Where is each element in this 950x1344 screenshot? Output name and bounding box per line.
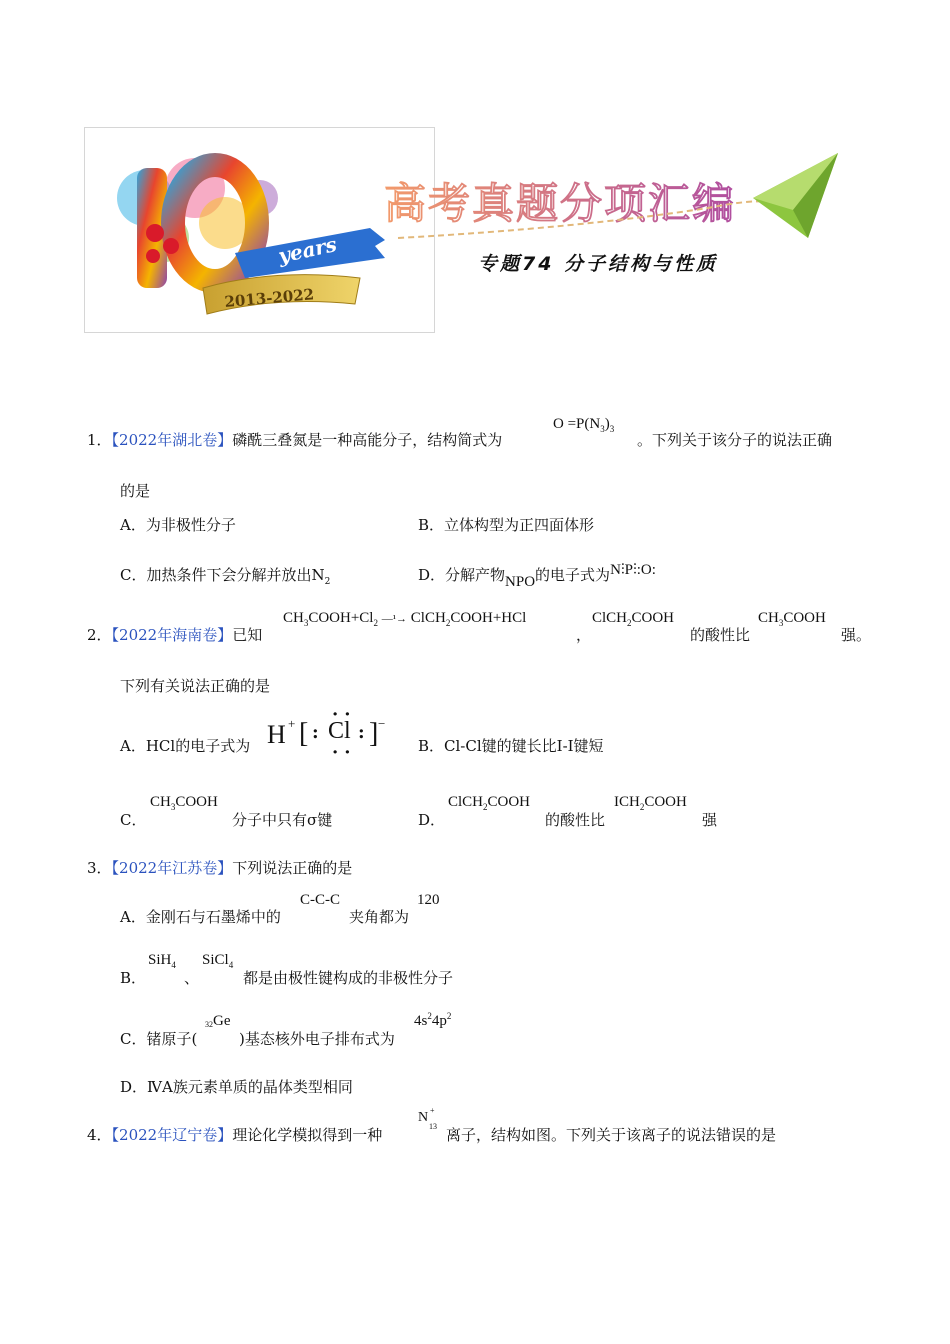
question-1-line-1: [87, 430, 502, 450]
option-a: A．HCl的电子式为: [120, 737, 251, 755]
option-a: A．金刚石与石墨烯中的: [120, 908, 281, 926]
option-a: A．为非极性分子: [120, 516, 236, 534]
question-source: 【2022年江苏卷】: [111, 859, 233, 877]
clch2cooh: ClCH$_2$COOH: [592, 610, 675, 628]
formula-o-p-n3-3: $O =P(N_3)_3$: [553, 416, 615, 434]
reaction-arrow: —¹→: [381, 613, 408, 625]
option-d: D．ⅣA族元素单质的晶体类型相同: [120, 1078, 353, 1096]
hcl-electron-formula: H + [ : Cl : ·· ·· ] −: [267, 704, 386, 763]
question-source: 【2022年海南卷】: [111, 626, 233, 644]
option-b: B．Cl-Cl键的键长比I-I键短: [418, 737, 604, 755]
ch3cooh: $CH_3COOH$: [758, 610, 826, 628]
question-source: 【2022年湖北卷】: [111, 431, 233, 449]
paper-plane-icon: [753, 153, 838, 238]
n13-ion: N + 13: [418, 1106, 437, 1131]
option-b: B．立体构型为正四面体形: [418, 516, 595, 534]
option-c: C．锗原子(: [120, 1030, 198, 1048]
question-4-line-1: 4．【2022年辽宁卷】理论化学模拟得到一种: [87, 1126, 383, 1144]
option-c: C．加热条件下会分解并放出$N_2$: [120, 566, 331, 587]
year-range: 2013-2022: [223, 285, 315, 311]
question-text-cont: 下列有关说法正确的是: [120, 677, 271, 695]
question-2-line-1: 2．【2022年海南卷】已知: [87, 626, 263, 644]
banner-subtitle: 专题74 分子结构与性质: [478, 253, 719, 275]
question-text-cont-2: 的是: [120, 482, 151, 500]
question-text-cont: 。下列关于该分子的说法正确: [637, 431, 833, 449]
option-d: D．: [418, 811, 446, 829]
reaction-equation: $CH_3COOH+Cl_2$ —¹→ ClCH$_2$COOH+HCl: [283, 610, 527, 628]
question-number: 1．: [87, 431, 112, 449]
banner-title: 高考真题分项汇编: [384, 179, 737, 228]
years-word: years: [276, 232, 339, 268]
option-d: D．分解产物NPO的电子式为N⫶P⫶:O:: [418, 562, 656, 590]
npo-electron-formula: N⫶P⫶:O:: [610, 562, 656, 578]
banner-title-area: [378, 148, 848, 288]
question-source: 【2022年辽宁卷】: [111, 1126, 233, 1144]
question-3-line-1: 3．【2022年江苏卷】下列说法正确的是: [87, 859, 353, 877]
question-text: 磷酰三叠氮是一种高能分子，结构简式为: [232, 431, 503, 449]
option-c: C．: [120, 811, 147, 829]
option-b: B．: [120, 969, 147, 987]
